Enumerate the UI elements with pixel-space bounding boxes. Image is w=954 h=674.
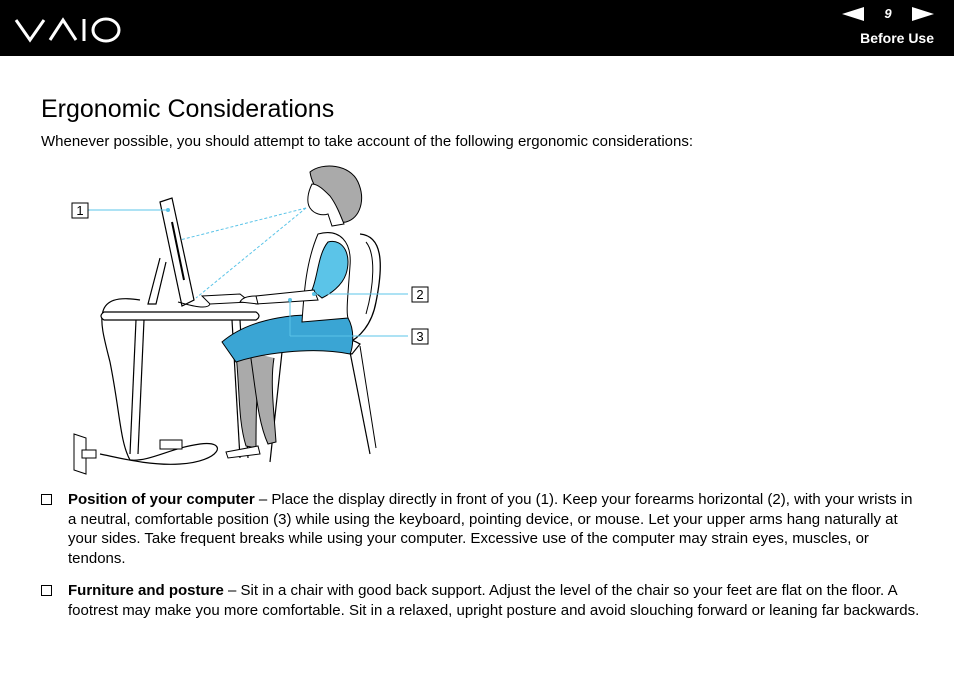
power-adapter — [160, 440, 182, 449]
bullet-heading: Position of your computer — [68, 491, 255, 508]
right-arrow-icon[interactable] — [912, 7, 934, 21]
bullet-heading: Furniture and posture — [68, 582, 224, 599]
checkbox-bullet-icon — [41, 494, 52, 505]
checkbox-bullet-icon — [41, 585, 52, 596]
page-title: Ergonomic Considerations — [41, 95, 335, 123]
page-navigation — [842, 6, 934, 21]
power-cable-lower — [100, 444, 217, 465]
monitor — [160, 198, 194, 306]
consideration-list — [41, 490, 921, 633]
left-arrow-icon[interactable] — [842, 7, 864, 21]
desk-top — [101, 312, 259, 320]
list-item — [41, 490, 921, 568]
callout-label-2: 2 — [416, 287, 424, 302]
callout-label-1: 1 — [76, 203, 84, 218]
vaio-logo[interactable] — [14, 12, 124, 46]
header-bar — [0, 0, 954, 56]
page-number: 9 — [884, 6, 892, 21]
person-shoes — [226, 446, 260, 458]
intro-text: Whenever possible, you should attempt to take account of the following ergonomic considerations: — [41, 133, 694, 150]
section-label: Before Use — [860, 30, 934, 46]
person-skirt — [222, 315, 353, 362]
list-item — [41, 581, 921, 620]
ergonomics-illustration — [60, 162, 450, 480]
power-cable — [102, 299, 140, 460]
bullet-text: – Sit in a chair with good back support. Adjust the level of the chair so your feet are flat on the floor. A footrest may make you more comfortable. Sit in a relaxed, upright posture and avoid slouching forward or leaning far backwards. — [68, 582, 920, 619]
callout-label-3: 3 — [416, 329, 424, 344]
bullet-text: – Place the display directly in front of you (1). Keep your forearms horizontal (2), with your wrists in a neutral, comfortable position (3) while using the keyboard, pointing device, or mouse. Let your upper arms hang naturally at your sides. Take frequent breaks while using your computer. Excessive use of the computer may strain eyes, muscles, or tendons. — [68, 491, 913, 567]
